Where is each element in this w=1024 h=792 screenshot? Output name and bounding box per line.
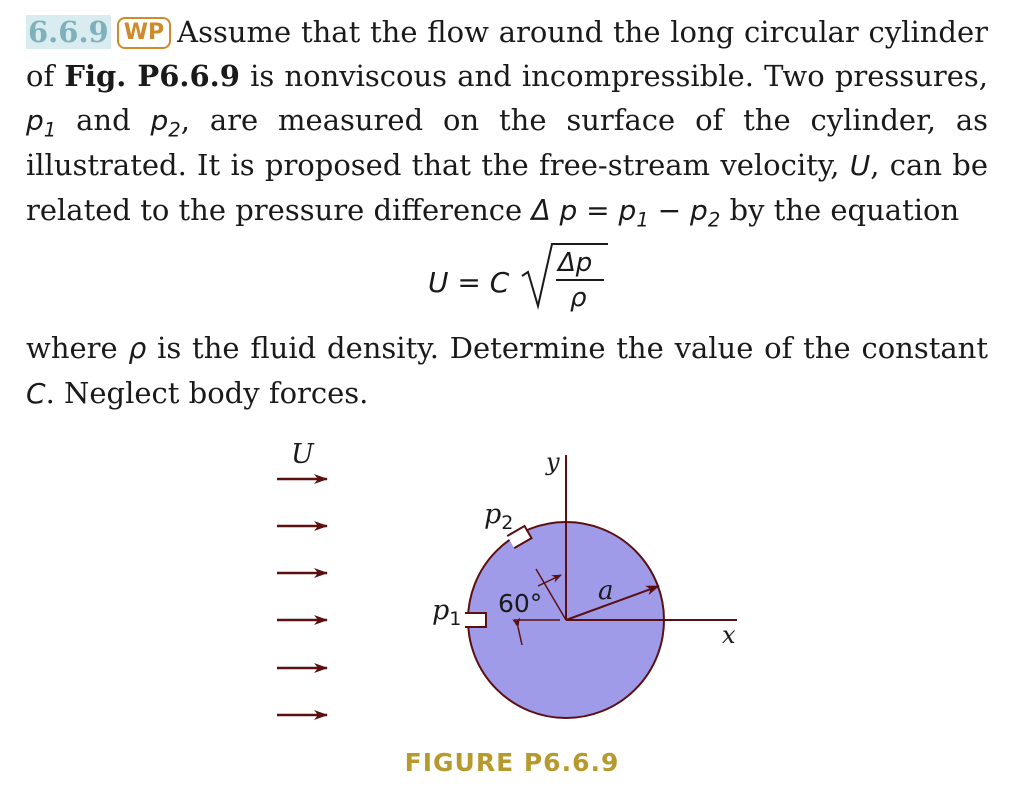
problem-text-d: by the equation: [720, 193, 960, 227]
p1-tap: [464, 613, 486, 627]
equation-denominator: ρ: [570, 283, 587, 313]
p2-variable: $p_2$: [150, 104, 181, 142]
figure-caption: FIGURE P6.6.9: [404, 748, 620, 777]
equation-lhs: U = C: [428, 266, 510, 299]
p1-label: $p_1$: [432, 595, 462, 630]
problem-text-c: , can be related to the pressure difference: [26, 148, 988, 227]
delta-p-definition: Δ $p = p_1 - p_2$: [531, 194, 721, 232]
free-stream-arrows: [277, 479, 327, 715]
c-variable: C: [26, 377, 46, 410]
problem-text-and: and: [56, 103, 151, 137]
tail-text-b: is the fluid density. Determine the value of the constant: [146, 331, 988, 365]
angle-label: 60°: [498, 589, 543, 618]
problem-intro: Assume that the flow around the long circular cylinder of: [26, 15, 988, 93]
wp-badge: WP: [117, 17, 171, 49]
equation-numerator: Δp: [558, 248, 593, 278]
problem-number: 6.6.9: [28, 15, 109, 49]
free-stream-label: U: [291, 439, 314, 470]
problem-text-b: , are measured on the surface of the cylinder, as illustrated. It is proposed that the free-stream velocity,: [26, 103, 989, 182]
radius-label: a: [598, 576, 614, 606]
rho-variable: ρ: [128, 332, 147, 365]
tail-text-a: where: [26, 331, 129, 365]
figure-reference: Fig. P6.6.9: [64, 59, 240, 93]
y-axis-label: y: [546, 448, 560, 476]
tail-text-c: . Neglect body forces.: [45, 376, 369, 410]
p1-variable: $p_1$: [26, 104, 57, 142]
x-axis-label: x: [722, 621, 736, 649]
problem-text-a: is nonviscous and incompressible. Two pressures,: [239, 59, 988, 93]
u-variable: U: [849, 149, 871, 182]
p2-label: $p_2$: [484, 499, 514, 534]
